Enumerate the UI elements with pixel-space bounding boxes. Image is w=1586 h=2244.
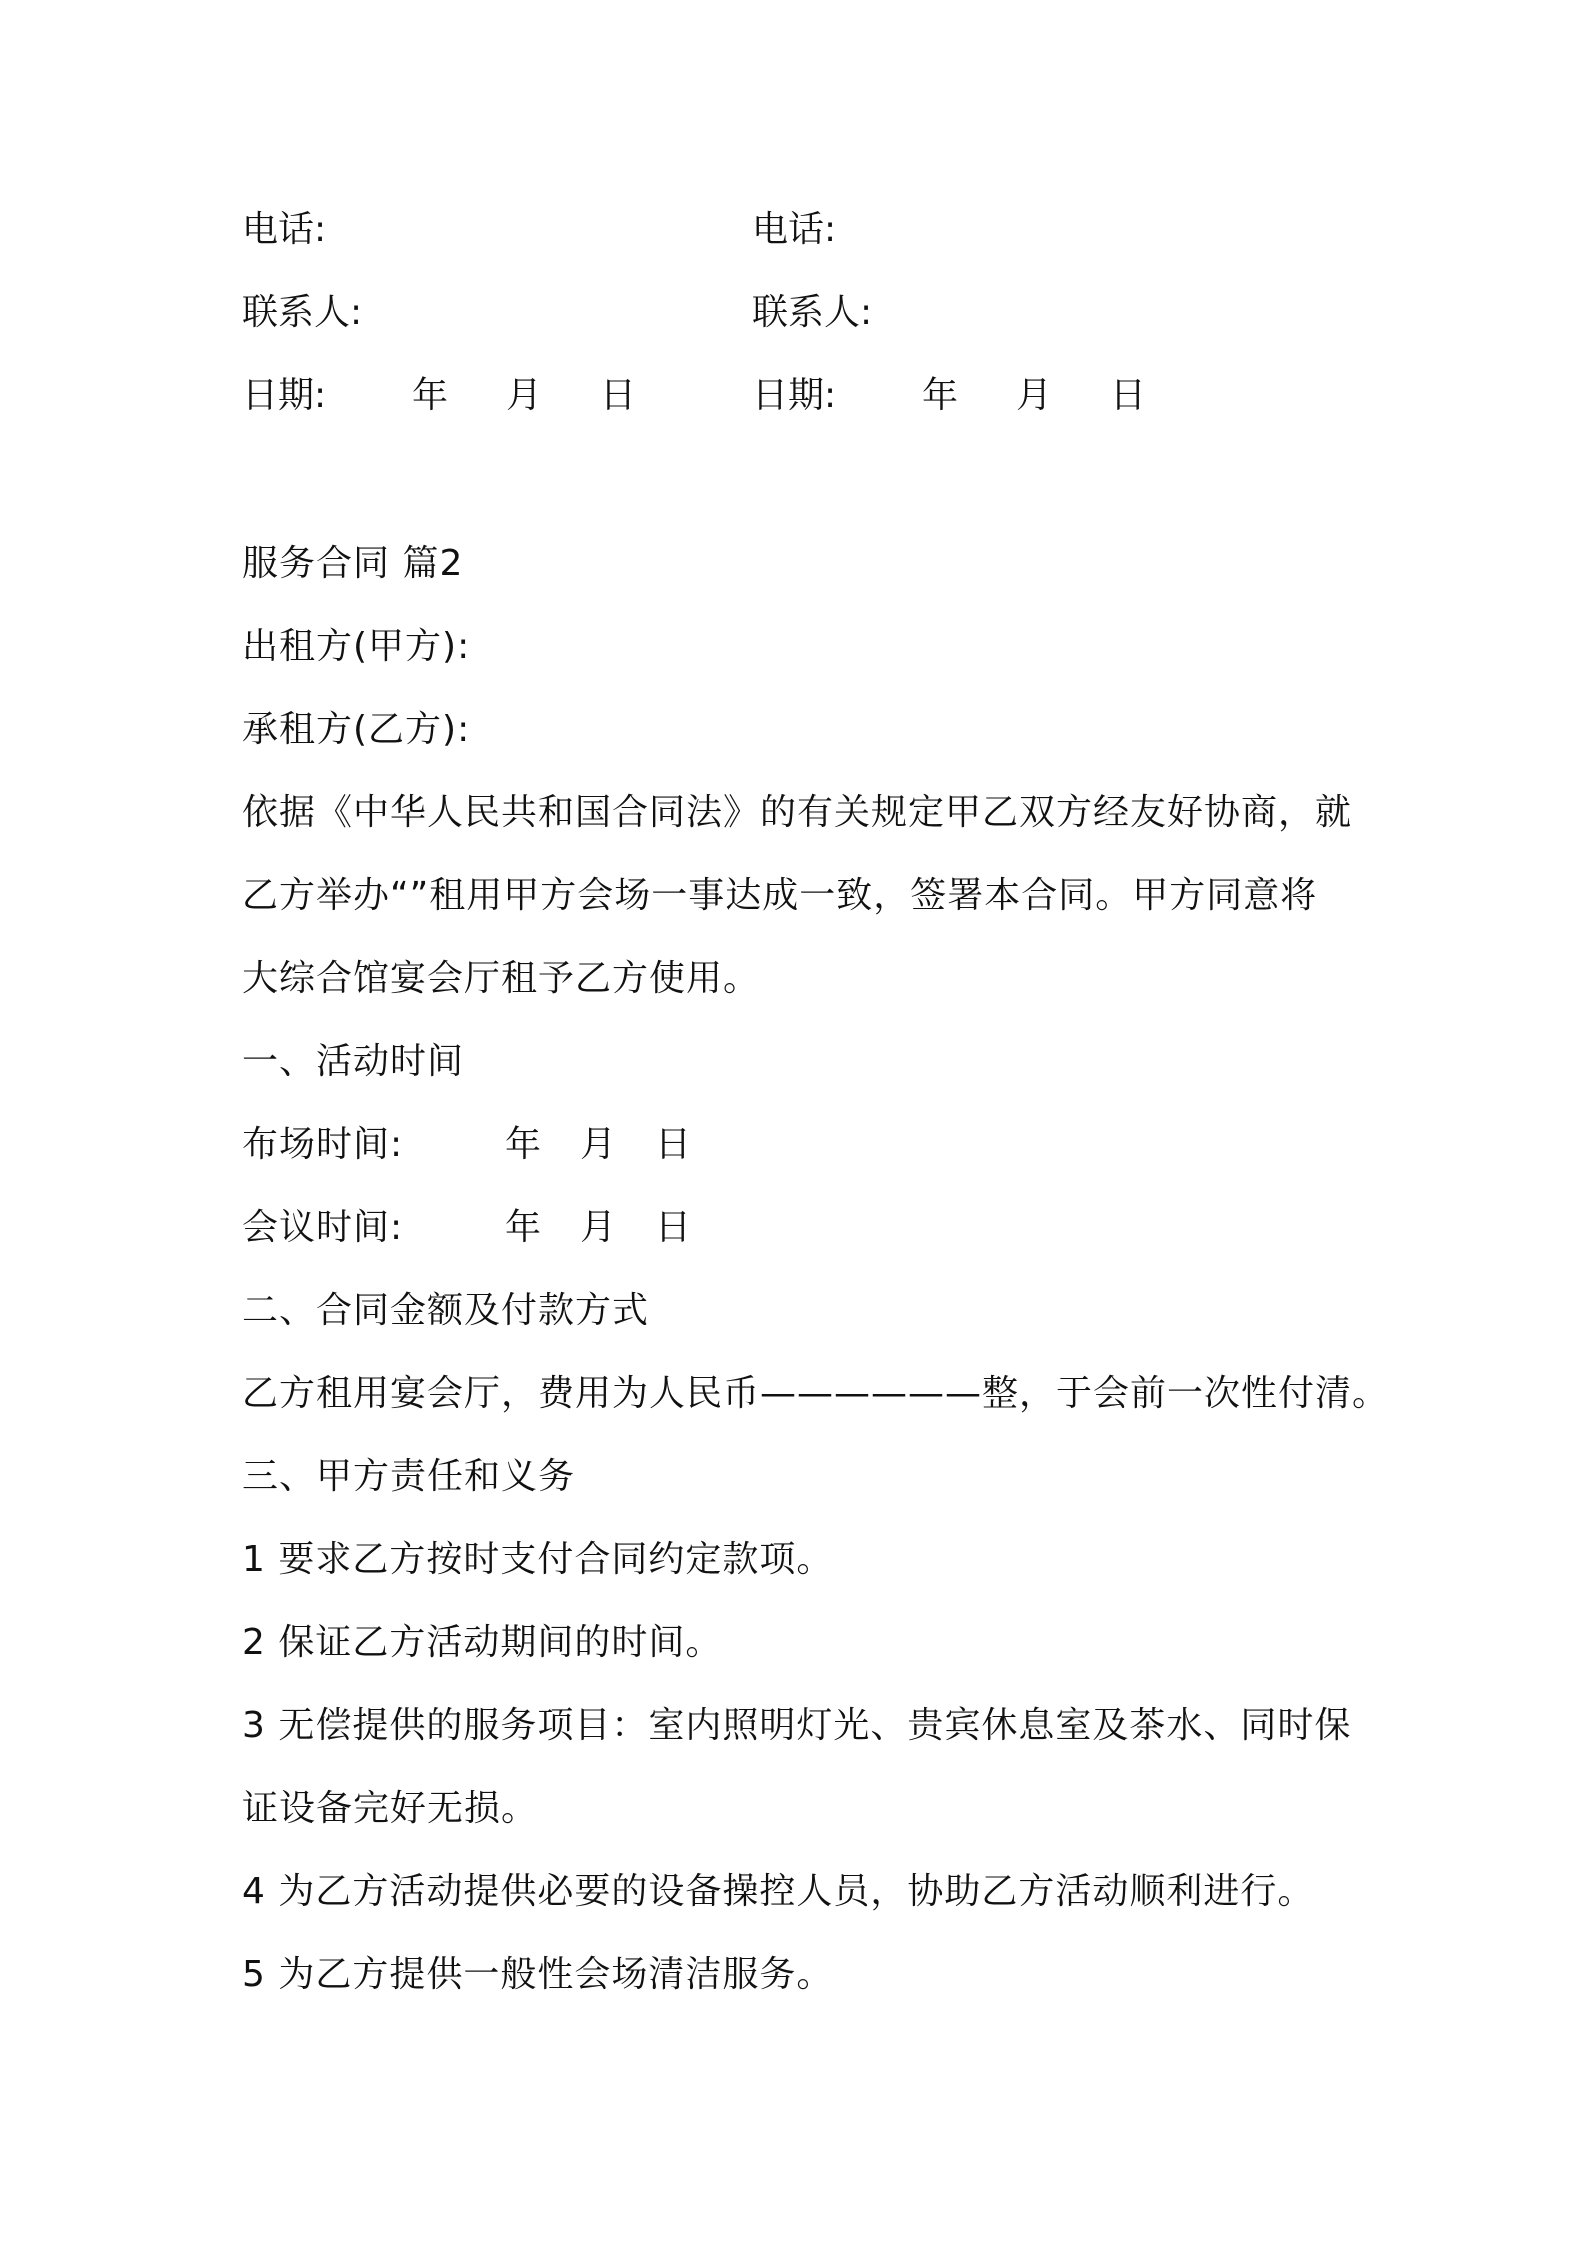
section3-item-4: 4 为乙方活动提供必要的设备操控人员，协助乙方活动顺利进行。 bbox=[242, 1871, 1315, 1912]
section1-heading: 一、活动时间 bbox=[242, 1041, 465, 1082]
date-label-left: 日期: bbox=[242, 375, 327, 416]
setup-month: 月 bbox=[580, 1124, 617, 1165]
section3-item-3-cont: 证设备完好无损。 bbox=[242, 1788, 539, 1829]
section2-text: 乙方租用宴会厅，费用为人民币——————整，于会前一次性付清。 bbox=[242, 1373, 1390, 1414]
section3-heading: 三、甲方责任和义务 bbox=[242, 1456, 576, 1497]
month-right: 月 bbox=[1016, 375, 1053, 416]
setup-year: 年 bbox=[505, 1124, 542, 1165]
intro-line-3: 大综合馆宴会厅租予乙方使用。 bbox=[242, 958, 761, 999]
contact-label-right: 联系人: bbox=[752, 292, 873, 333]
date-row-right bbox=[752, 371, 1252, 454]
month-left: 月 bbox=[506, 375, 543, 416]
phone-label-right: 电话: bbox=[752, 209, 837, 250]
date-label-right: 日期: bbox=[752, 375, 837, 416]
signature-left bbox=[242, 205, 742, 454]
lessee-label: 承租方(乙方): bbox=[242, 709, 471, 750]
phone-label-left: 电话: bbox=[242, 209, 327, 250]
section2-heading: 二、合同金额及付款方式 bbox=[242, 1290, 650, 1331]
intro-line-1: 依据《中华人民共和国合同法》的有关规定甲乙双方经友好协商，就 bbox=[242, 792, 1353, 833]
day-right: 日 bbox=[1110, 375, 1147, 416]
meeting-month: 月 bbox=[580, 1207, 617, 1248]
lessor-label: 出租方(甲方): bbox=[242, 626, 471, 667]
section3-item-1: 1 要求乙方按时支付合同约定款项。 bbox=[242, 1539, 834, 1580]
section3-item-5: 5 为乙方提供一般性会场清洁服务。 bbox=[242, 1954, 834, 1995]
year-left: 年 bbox=[412, 375, 449, 416]
meeting-day: 日 bbox=[655, 1207, 692, 1248]
section3-item-3: 3 无偿提供的服务项目：室内照明灯光、贵宾休息室及茶水、同时保 bbox=[242, 1705, 1352, 1746]
contract-title: 服务合同 篇2 bbox=[242, 543, 464, 584]
year-right: 年 bbox=[922, 375, 959, 416]
setup-time-label: 布场时间: bbox=[242, 1124, 404, 1165]
meeting-year: 年 bbox=[505, 1207, 542, 1248]
section3-item-2: 2 保证乙方活动期间的时间。 bbox=[242, 1622, 723, 1663]
day-left: 日 bbox=[600, 375, 637, 416]
intro-line-2: 乙方举办“”租用甲方会场一事达成一致，签署本合同。甲方同意将 bbox=[242, 875, 1318, 916]
meeting-time-label: 会议时间: bbox=[242, 1207, 404, 1248]
date-row-left bbox=[242, 371, 742, 454]
contact-label-left: 联系人: bbox=[242, 292, 363, 333]
setup-day: 日 bbox=[655, 1124, 692, 1165]
signature-right bbox=[752, 205, 1252, 454]
